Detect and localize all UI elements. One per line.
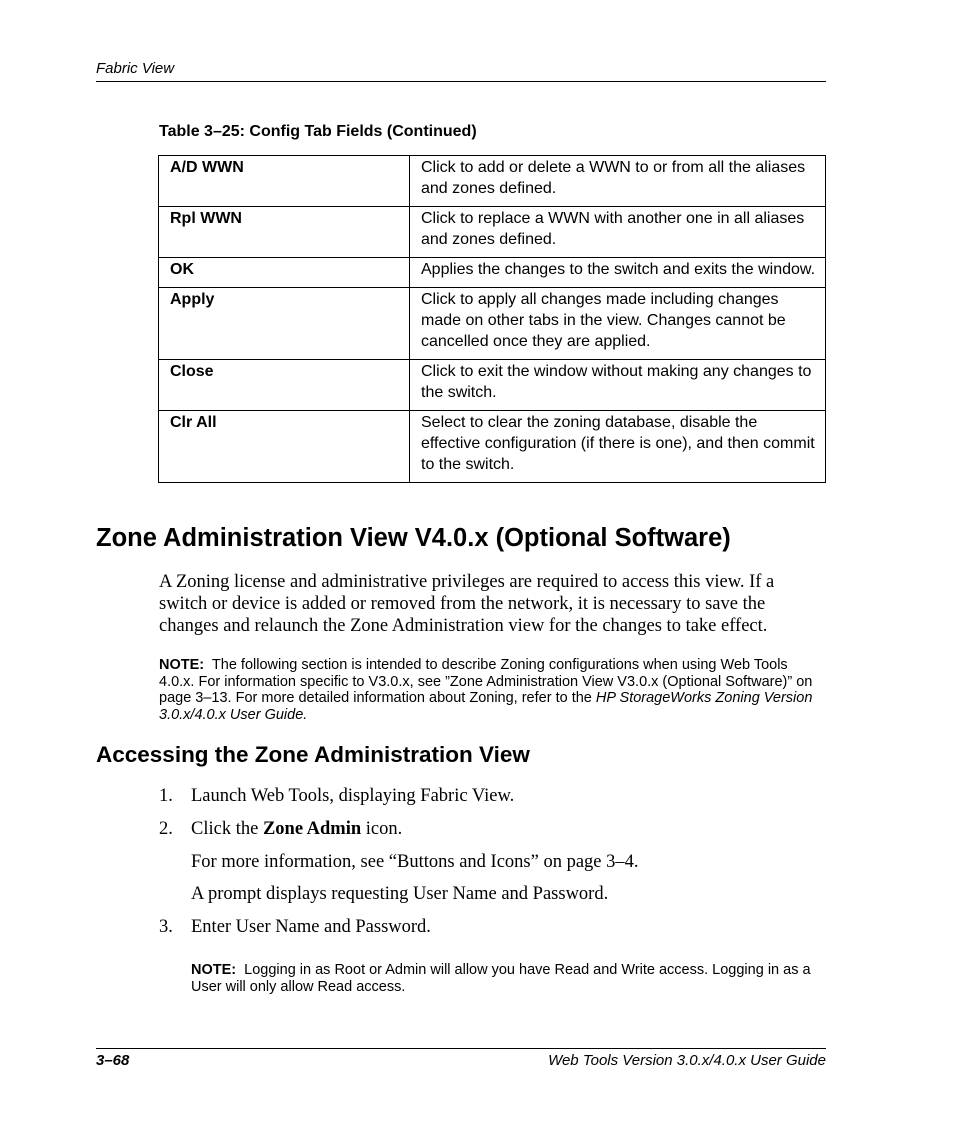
- note-text: Logging in as Root or Admin will allow you have Read and Write access. Logging in as a User will only allow Read access.: [191, 962, 811, 995]
- page-number: 3–68: [96, 1052, 130, 1069]
- step-number: 3.: [159, 917, 173, 937]
- zone-admin-label: Zone Admin: [262, 819, 362, 839]
- step-text-part: icon.: [361, 819, 403, 839]
- table-row: [159, 258, 826, 288]
- field-description-cell: Applies the changes to the switch and exits the window.: [410, 258, 826, 288]
- guide-title: Web Tools Version 3.0.x/4.0.x User Guide: [548, 1052, 826, 1069]
- field-name-cell: Rpl WWN: [159, 207, 410, 258]
- field-name-cell: A/D WWN: [159, 156, 410, 207]
- step-text: [191, 818, 402, 840]
- field-description-cell: Click to exit the window without making any changes to the switch.: [410, 360, 826, 411]
- note-block: [191, 962, 831, 995]
- field-name-cell: Clr All: [159, 411, 410, 483]
- note-block: [159, 657, 824, 723]
- field-name-cell: Apply: [159, 288, 410, 360]
- running-header: Fabric View: [96, 60, 175, 77]
- note-text: The following section is intended to describe Zoning configurations when using Web Tools 4.0.x. For information specific to V3.0.x, see ”Zone Administration View V3.0.x (Optional Software)” on page 3–13. For more detailed information about Zoning, refer to the: [159, 657, 813, 706]
- field-description-cell: Click to replace a WWN with another one in all aliases and zones defined.: [410, 207, 826, 258]
- table-caption: Table 3–25: Config Tab Fields (Continued): [159, 123, 477, 140]
- subsection-heading: Accessing the Zone Administration View: [96, 742, 530, 767]
- field-description-cell: Click to apply all changes made including changes made on other tabs in the view. Changes cannot be cancelled once they are applied.: [410, 288, 826, 360]
- field-name-cell: OK: [159, 258, 410, 288]
- table-row: [159, 156, 826, 207]
- table-row: [159, 288, 826, 360]
- step-detail: For more information, see “Buttons and Icons” on page 3–4.: [191, 852, 639, 872]
- field-description-cell: Click to add or delete a WWN to or from all the aliases and zones defined.: [410, 156, 826, 207]
- step-text-part: Click the: [191, 819, 263, 839]
- footer-rule: [96, 1048, 826, 1049]
- step-number: 2.: [159, 819, 173, 839]
- section-paragraph: A Zoning license and administrative privileges are required to access this view. If a switch or device is added or removed from the network, it is necessary to save the changes and relaunch the Zone Administration view for the changes to take effect.: [159, 572, 775, 636]
- note-label: NOTE:: [159, 657, 205, 673]
- note-label: NOTE:: [191, 962, 237, 978]
- table-row: [159, 207, 826, 258]
- config-tab-fields-table: [158, 155, 826, 483]
- note-guide-reference: HP StorageWorks Zoning Version 3.0.x/4.0.x User Guide.: [159, 690, 813, 723]
- field-description-cell: Select to clear the zoning database, disable the effective configuration (if there is one), and then commit to the switch.: [410, 411, 826, 483]
- section-heading: Zone Administration View V4.0.x (Optional Software): [96, 524, 731, 552]
- field-name-cell: Close: [159, 360, 410, 411]
- step-detail: A prompt displays requesting User Name and Password.: [191, 884, 609, 904]
- table-row: [159, 411, 826, 483]
- step-text: Launch Web Tools, displaying Fabric View.: [191, 786, 515, 806]
- step-text: Enter User Name and Password.: [191, 917, 431, 937]
- step-number: 1.: [159, 786, 173, 806]
- table-row: [159, 360, 826, 411]
- header-rule: [96, 81, 826, 82]
